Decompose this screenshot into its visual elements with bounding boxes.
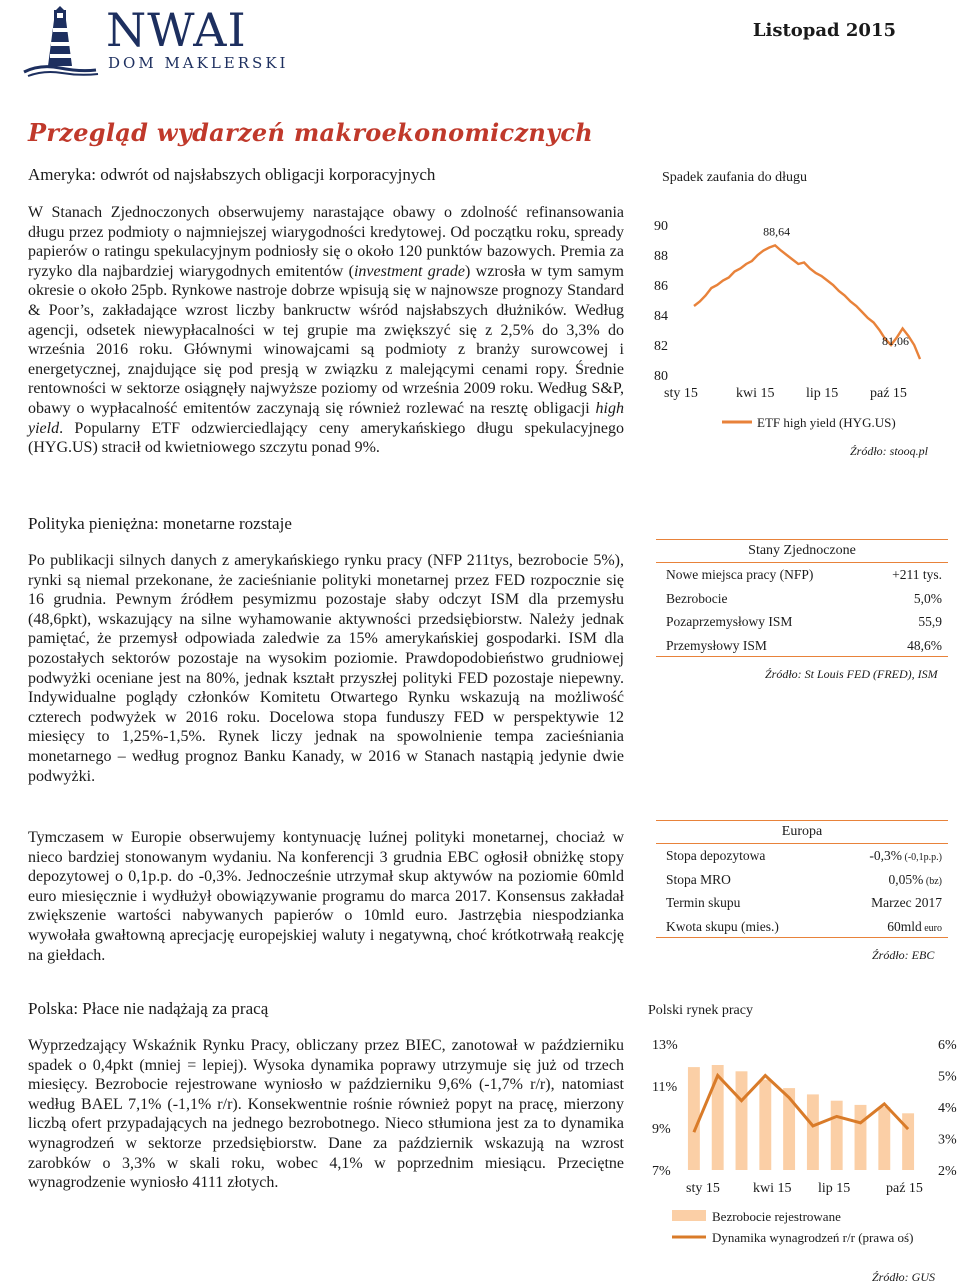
labor-market-chart (640, 1030, 958, 1255)
legend-label-bar: Bezrobocie rejestrowane (712, 1209, 841, 1224)
legend-label: ETF high yield (HYG.US) (757, 415, 896, 430)
text-run: W Stanach Zjednoczonych obserwujemy narastające obawy o zdolność refinansowania długu przez podmioty o najmniejszej wiarygodności kredytowej. Od początku roku, spready papierów o ratingu spekulacyjnym podniosły się o około 120 punktów bazowych. Premia za ryzyko dla najbardziej wiarygodnych emitentów ( (28, 204, 624, 280)
text-italic: investment grade (353, 262, 466, 280)
text-italic: high yield (28, 399, 624, 437)
us-table-row-value: 55,9 (918, 614, 942, 629)
text-run: . Popularny ETF odzwierciedlający ceny amerykańskiego długu spekulacyjnego (HYG.US) stracił od kwietniowego szczytu ponad 9%. (28, 419, 624, 457)
wage-growth-line (694, 1076, 908, 1133)
us-table-row-label: Przemysłowy ISM (666, 637, 767, 653)
us-table-row-value: +211 tys. (892, 567, 942, 582)
x-tick-label: lip 15 (818, 1181, 851, 1196)
unemployment-bar (807, 1094, 819, 1170)
paragraph-monetary-eu: Tymczasem w Europie obserwujemy kontynuację luźnej polityki monetarnej, chociaż w nieco bardziej stonowanym wydaniu. Na konferencji 3 grudnia EBC ogłosił obniżkę stopy depozytowej o 0,1p.p. do -0,3%. Jednocześnie utrzymał skup aktywów na poziomie 60mld euro miesięcznie i wydłużył obowiązywanie programu do marca 2017. Konsensus zakładał zwiększenie wartości nabywanych papierów o 10mld euro. Jastrzębia niespodzianka wywołała gwałtowną aprecjację europejskiej waluty i negatywną, choć krótkotrwałą reakcję na giełdach. (28, 829, 624, 964)
x-tick-label: paź 15 (886, 1181, 923, 1196)
y-tick-label: 90 (654, 219, 668, 234)
max-data-label: 88,64 (763, 224, 791, 239)
eu-table-header: Europa (656, 820, 948, 844)
legend-label-line: Dynamika wynagrodzeń r/r (prawa oś) (712, 1230, 914, 1245)
y-left-tick-label: 7% (652, 1164, 671, 1179)
y-left-tick-label: 13% (652, 1038, 678, 1053)
eu-table-row-value: 60mld euro (887, 918, 942, 934)
us-table-row (656, 634, 948, 658)
eu-table-row-note: euro (921, 922, 942, 934)
chart-source-hyg: Źródło: stooq.pl (850, 444, 929, 458)
y-tick-label: 88 (654, 249, 668, 264)
y-right-tick-label: 6% (938, 1038, 957, 1053)
page-header (0, 0, 960, 86)
paragraph-monetary-us: Po publikacji silnych danych z amerykańskiego rynku pracy (NFP 211tys, bezrobocie 5%), rynki są niemal przekonane, że zacieśnianie polityki monetarnej przez FED rozpocznie się 16 grudnia. Pewnym źródłem pesymizmu pozostaje słaby odczyt ISM dla przemysłu (48,6pkt), wskazujący na silne wyhamowanie aktywności przedsiębiorstw. Należy jednak pamiętać, że przemysł odpowiada zaledwie za 15% amerykańskiej gospodarki. ISM dla pozostałych sektorów pozostaje na wysokim poziomie. Prawdopodobieństwo grudniowej podwyżki oceniane jest na 80%, jednak kształt przyszłej polityki FED pozostaje niepewny. Indywidualne poglądy członków Komitetu Otwartego Rynku wskazują na możliwość czterech podwyżek w 2016 roku. Docelowa stopa funduszy FED w perspektywie 12 miesięcy to 1,25%-1,5%. Rynek liczy jednak na spowolnienie tempa zacieśniania monetarnego – według prognoz Banku Kanady, w 2016 w Stanach nastąpią jedynie dwie podwyżki. (28, 552, 624, 785)
x-tick-label: sty 15 (686, 1181, 720, 1196)
us-table-row-label: Bezrobocie (666, 590, 728, 606)
eu-table-row-label: Kwota skupu (mies.) (666, 918, 779, 934)
eu-table-row (656, 915, 948, 939)
us-table-row-label: Pozaprzemysłowy ISM (666, 614, 793, 629)
brand-name: NWAI (106, 3, 247, 57)
paragraph-poland: Wyprzedzający Wskaźnik Rynku Pracy, obliczany przez BIEC, zanotował w październiku spadek o 0,4pkt (mniej = lepiej). Wysoka dynamika poprawy utrzymuje się już od trzech miesięcy. Bezrobocie rejestrowane wyniosło w październiku 9,6% (-1,7% r/r), natomiast według BAEL 7,1% (-1,1% r/r). Konsekwentnie rośnie również popyt na pracę, mierzony liczbą ofert przypadających na jednego bezrobotnego. Nieco stłumiona jest za to dynamika wynagrodzeń w sektorze przedsiębiorstw. Dane za październik wskazują na wzrost zarobków o 3,3% w skali roku, wobec 4,1% w poprzednim miesiącu. Przeciętne wynagrodzenie wyniosło 4111 złotych. (28, 1037, 624, 1192)
hyg-line-chart (648, 205, 948, 440)
y-tick-label: 84 (654, 309, 668, 324)
eu-table-row-value: -0,3% (-0,1p.p.) (869, 848, 942, 863)
us-table-source: Źródło: St Louis FED (FRED), ISM (765, 667, 938, 681)
eu-table-row-value: 0,05% (bz) (888, 871, 942, 887)
chart-title-hyg: Spadek zaufania do długu (662, 170, 808, 185)
unemployment-bar (902, 1113, 914, 1170)
y-left-tick-label: 11% (652, 1080, 678, 1095)
lighthouse-logo-icon (20, 4, 100, 78)
y-right-tick-label: 5% (938, 1069, 957, 1085)
page-title: Przegląd wydarzeń makroekonomicznych (28, 118, 594, 147)
paragraph-america (28, 203, 624, 458)
x-tick-label: sty 15 (664, 386, 698, 401)
brand-subtitle: DOM MAKLERSKI (108, 54, 289, 72)
report-date: Listopad 2015 (752, 20, 896, 41)
y-right-tick-label: 3% (938, 1132, 957, 1148)
eu-table-row-note: (bz) (923, 875, 942, 887)
unemployment-bar (855, 1105, 867, 1170)
x-tick-label: paź 15 (870, 386, 907, 401)
eu-table-row (656, 844, 948, 868)
eu-data-table (656, 820, 948, 938)
last-data-label: 81,06 (882, 334, 909, 349)
y-tick-label: 82 (654, 339, 668, 354)
section-title-poland: Polska: Płace nie nadążają za pracą (28, 999, 269, 1018)
us-table-row (656, 587, 948, 611)
eu-table-row-label: Stopa MRO (666, 871, 731, 887)
us-table-row (656, 610, 948, 634)
legend-swatch-bar (672, 1210, 706, 1221)
us-table-header: Stany Zjednoczone (656, 539, 948, 563)
y-tick-label: 86 (654, 279, 668, 294)
section-title-monetary: Polityka pieniężna: monetarne rozstaje (28, 514, 292, 533)
us-table-row-label: Nowe miejsca pracy (NFP) (666, 567, 814, 582)
y-tick-label: 80 (654, 369, 668, 384)
unemployment-bar (759, 1080, 771, 1170)
unemployment-bar (736, 1071, 748, 1170)
us-table-row (656, 563, 948, 587)
text-run: ) wzrosła w tym samym okresie o około 25pb. Rynkowe nastroje dobrze wpisują się w najnowsze prognozy Standard & Poor’s, zakładające wzrost liczby bankructw wśród najsłabszych dłużników. Według agencji, odsetek niewypłacalności w tej grupie ma zwiększyć się z 2,5% do 3,3% do września 2016 roku. Głównymi winowajcami są podmioty z branży surowcowej i energetycznej, znajdujące się pod presją w związku z malejącymi cenami ropy. Średnie rentowności w sektorze osiągnęły najwyższe poziomy od września 2009 roku. Według S&P, obawy o wypłacalność emitentów zaczynają się również rozlewać na resztę obligacji (28, 262, 624, 417)
x-tick-label: lip 15 (806, 386, 839, 401)
section-title-america: Ameryka: odwrót od najsłabszych obligacji korporacyjnych (28, 165, 436, 184)
eu-table-row (656, 868, 948, 892)
x-tick-label: kwi 15 (753, 1181, 792, 1196)
eu-table-row-label: Stopa depozytowa (666, 848, 766, 863)
chart-title-labor: Polski rynek pracy (648, 1003, 753, 1018)
us-data-table (656, 539, 948, 657)
unemployment-bar (831, 1101, 843, 1170)
eu-table-row-label: Termin skupu (666, 895, 741, 910)
chart-source-labor: Źródło: GUS (872, 1270, 936, 1284)
y-right-tick-label: 4% (938, 1101, 957, 1116)
eu-table-row (656, 891, 948, 915)
y-right-tick-label: 2% (938, 1164, 957, 1179)
eu-table-row-note: (-0,1p.p.) (902, 852, 942, 863)
eu-table-row-value: Marzec 2017 (871, 895, 942, 910)
us-table-row-value: 48,6% (907, 637, 942, 653)
x-tick-label: kwi 15 (736, 386, 775, 401)
us-table-row-value: 5,0% (913, 590, 942, 606)
eu-table-source: Źródło: EBC (872, 948, 935, 962)
unemployment-bar (878, 1107, 890, 1170)
y-left-tick-label: 9% (652, 1122, 671, 1137)
